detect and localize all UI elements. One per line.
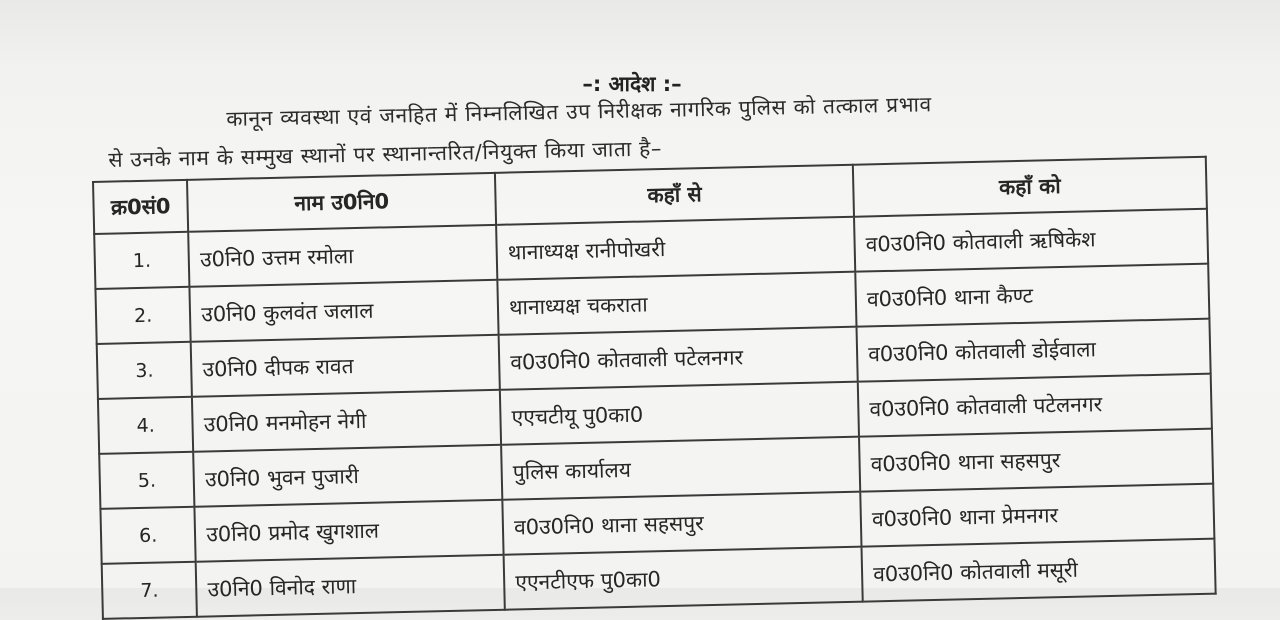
cell-to: व0उ0नि0 कोतवाली डोईवाला (857, 319, 1211, 382)
cell-name: उ0नि0 भुवन पुजारी (193, 445, 502, 507)
header-from: कहाँ से (495, 165, 854, 225)
cell-serial-number: 6. (100, 507, 195, 564)
cell-name: उ0नि0 विनोद राणा (196, 555, 505, 617)
cell-name: उ0नि0 कुलवंत जलाल (190, 280, 499, 342)
cell-to: व0उ0नि0 थाना प्रेमनगर (860, 484, 1214, 547)
header-to: कहाँ को (853, 157, 1207, 217)
cell-from: एएनटीएफ पु0का0 (504, 547, 863, 610)
cell-from: व0उ0नि0 थाना सहसपुर (502, 492, 861, 555)
cell-to: व0उ0नि0 कोतवाली ऋषिकेश (854, 209, 1208, 272)
cell-to: व0उ0नि0 थाना सहसपुर (859, 429, 1213, 492)
header-serial-number: क्र0सं0 (93, 180, 188, 234)
cell-to: व0उ0नि0 कोतवाली मसूरी (862, 539, 1216, 602)
cell-name: उ0नि0 दीपक रावत (191, 335, 500, 397)
intro-text-line-1: कानून व्यवस्था एवं जनहित में निम्नलिखित उप निरीक्षक नागरिक पुलिस को तत्काल प्रभाव (226, 92, 933, 131)
cell-serial-number: 5. (99, 452, 194, 509)
cell-name: उ0नि0 उत्तम रमोला (188, 225, 497, 287)
cell-from: व0उ0नि0 कोतवाली पटेलनगर (499, 327, 858, 390)
intro-text-line-2: से उनके नाम के सम्मुख स्थानों पर स्थानान्तरित/नियुक्त किया जाता है– (108, 136, 663, 172)
cell-from: थानाध्यक्ष चकराता (497, 272, 856, 335)
cell-serial-number: 4. (98, 397, 193, 454)
cell-to: व0उ0नि0 थाना कैण्ट (855, 264, 1209, 327)
cell-serial-number: 2. (95, 287, 190, 344)
cell-to: व0उ0नि0 कोतवाली पटेलनगर (858, 374, 1212, 437)
cell-serial-number: 3. (97, 342, 192, 399)
cell-from: एएचटीयू पु0का0 (500, 382, 859, 445)
cell-from: पुलिस कार्यालय (501, 437, 860, 500)
cell-name: उ0नि0 प्रमोद खुगशाल (195, 500, 504, 562)
order-heading: –: आदेश :– (582, 72, 682, 96)
cell-name: उ0नि0 मनमोहन नेगी (192, 390, 501, 452)
header-name: नाम उ0नि0 (187, 173, 496, 232)
transfer-table (92, 156, 1217, 620)
cell-serial-number: 7. (102, 562, 197, 619)
cell-from: थानाध्यक्ष रानीपोखरी (496, 217, 855, 280)
cell-serial-number: 1. (94, 232, 189, 289)
